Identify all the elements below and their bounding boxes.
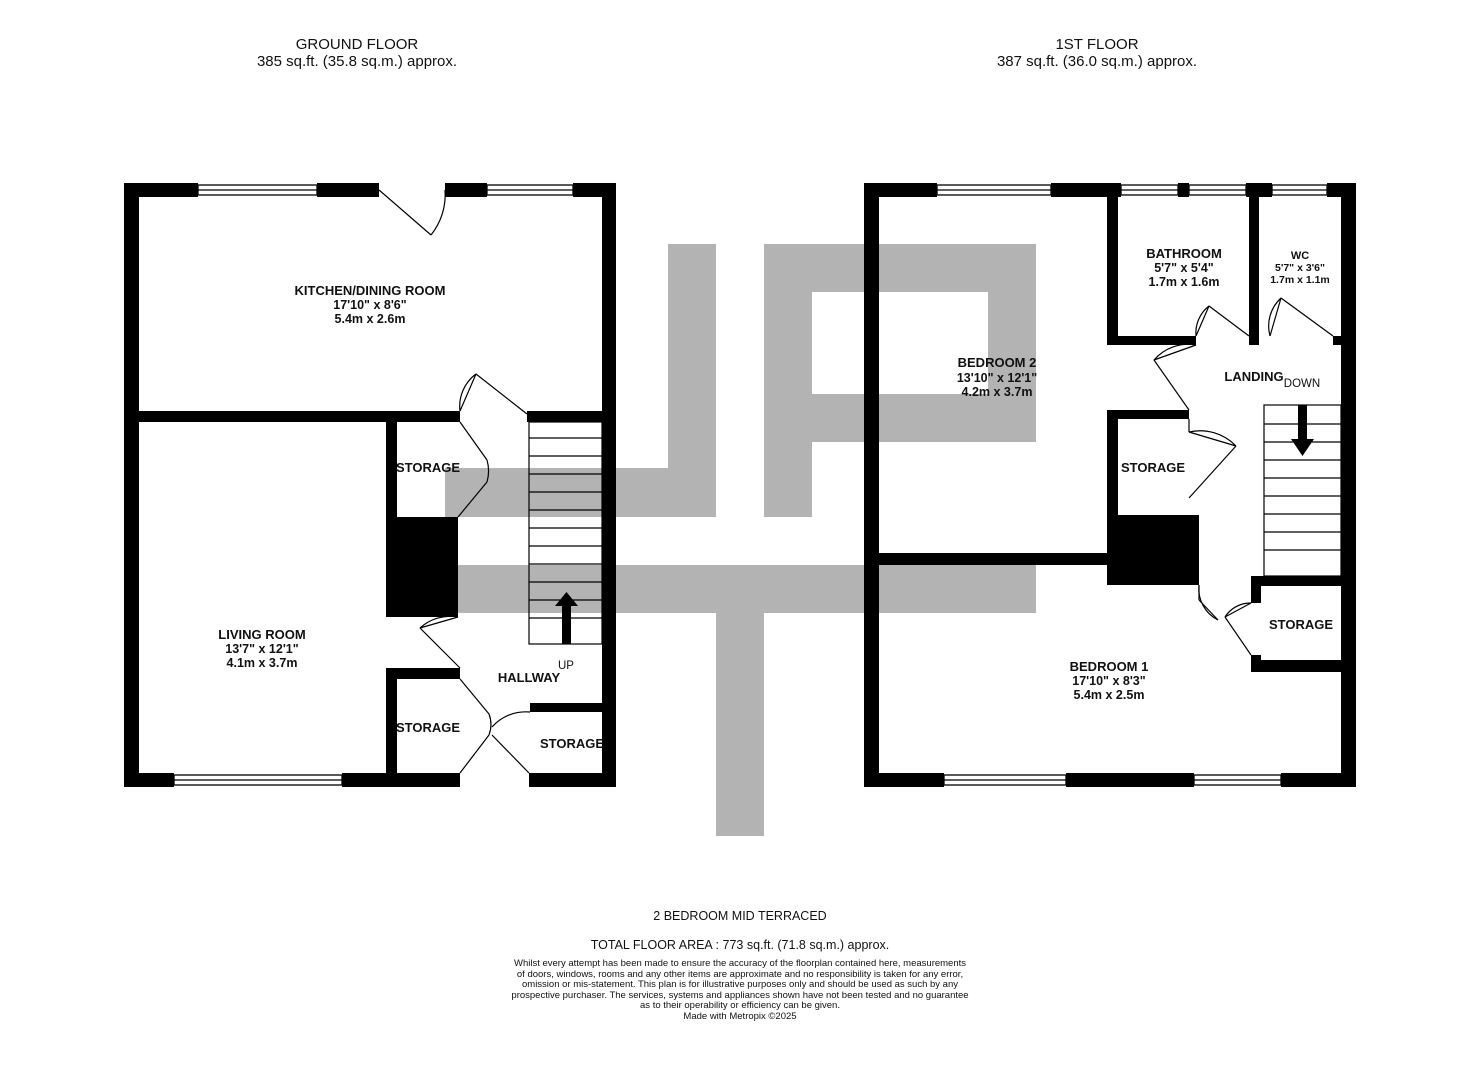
living-room-dim-imperial: 13'7" x 12'1" [225, 642, 299, 656]
disclaimer-line: Whilst every attempt has been made to ensure the accuracy of the floorplan contained here, measurements [513, 958, 967, 969]
storage-right-label: STORAGE [539, 736, 605, 751]
bedroom2-name: BEDROOM 2 [957, 355, 1037, 370]
bathroom-name: BATHROOM [1146, 246, 1222, 261]
storage-lower-label: STORAGE [395, 720, 461, 735]
ground-floor-area: 385 sq.ft. (35.8 sq.m.) approx. [256, 53, 458, 70]
storage-upper-label: STORAGE [395, 460, 461, 475]
storage-right-ff-label: STORAGE [1268, 617, 1334, 632]
bedroom1-dim-imperial: 17'10" x 8'3" [1072, 674, 1146, 688]
bedroom1-dim-metric: 5.4m x 2.5m [1073, 688, 1145, 702]
down-arrow-icon [1291, 405, 1314, 456]
wc-dim-imperial: 5'7" x 3'6" [1275, 262, 1325, 274]
stair-down-label: DOWN [1283, 378, 1321, 390]
bedroom2-dim-imperial: 13'10" x 12'1" [956, 371, 1038, 385]
disclaimer [440, 959, 1040, 1023]
hallway-label: HALLWAY [497, 670, 561, 685]
wc-dim-metric: 1.7m x 1.1m [1270, 274, 1330, 286]
first-floor-title: 1ST FLOOR [1055, 36, 1139, 53]
kitchen-name: KITCHEN/DINING ROOM [294, 283, 446, 298]
living-room-name: LIVING ROOM [218, 627, 306, 642]
made-with-credit: Made with Metropix ©2025 [683, 1010, 797, 1022]
watermark-logo [445, 244, 1036, 836]
disclaimer-line: omission or mis-statement. This plan is for illustrative purposes only and should be used as such by any [522, 979, 958, 991]
first-floor-area: 387 sq.ft. (36.0 sq.m.) approx. [996, 53, 1198, 70]
bathroom-dim-metric: 1.7m x 1.6m [1148, 275, 1220, 289]
landing-label: LANDING [1224, 369, 1284, 384]
kitchen-dim-imperial: 17'10" x 8'6" [333, 298, 407, 312]
stair-up-label: UP [558, 660, 574, 672]
wc-name: WC [1290, 250, 1310, 262]
bedroom1-name: BEDROOM 1 [1069, 659, 1149, 674]
disclaimer-line: of doors, windows, rooms and any other items are approximate and no responsibility is taken for any error, [516, 968, 964, 980]
living-room-dim-metric: 4.1m x 3.7m [226, 656, 298, 670]
bedroom2-dim-metric: 4.2m x 3.7m [961, 385, 1033, 399]
first-floor-doors [1154, 298, 1333, 655]
kitchen-dim-metric: 5.4m x 2.6m [334, 312, 406, 326]
storage-mid-label: STORAGE [1120, 460, 1186, 475]
disclaimer-line: prospective purchaser. The services, systems and appliances shown have not been tested and no guarantee [511, 989, 969, 1001]
disclaimer-line: as to their operability or efficiency can be given. [640, 1000, 840, 1012]
ground-floor-title: GROUND FLOOR [295, 36, 419, 53]
property-type: 2 BEDROOM MID TERRACED [653, 909, 827, 923]
bathroom-dim-imperial: 5'7" x 5'4" [1154, 261, 1214, 275]
total-floor-area: TOTAL FLOOR AREA : 773 sq.ft. (71.8 sq.m.) approx. [590, 938, 890, 952]
